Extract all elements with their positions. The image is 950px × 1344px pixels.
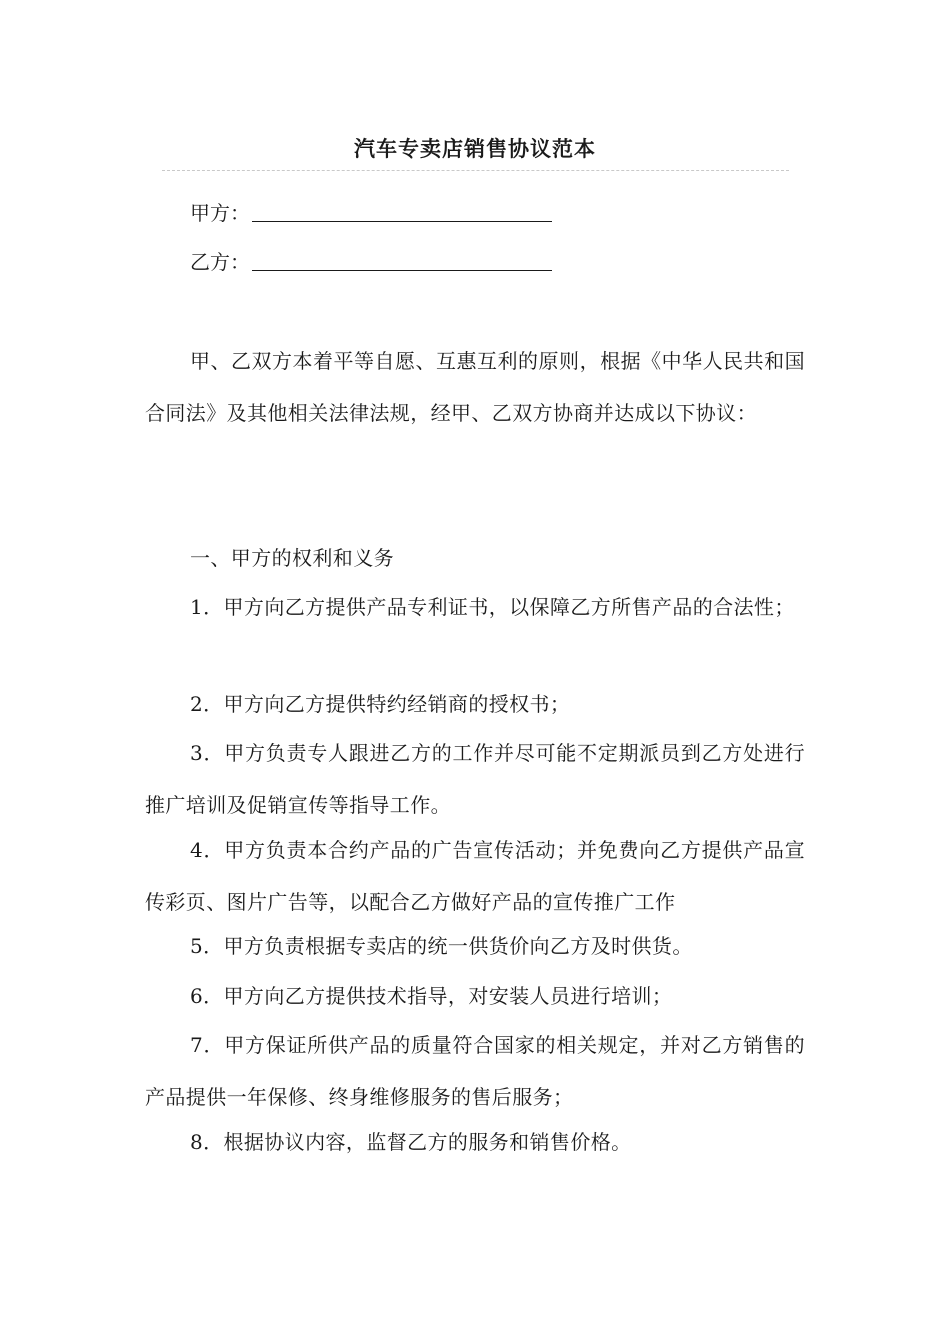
title-divider bbox=[162, 170, 789, 171]
clause-item: 2．甲方向乙方提供特约经销商的授权书； bbox=[190, 692, 571, 716]
section-heading: 一、甲方的权利和义务 bbox=[190, 546, 394, 570]
preamble-paragraph: 甲、乙双方本着平等自愿、互惠互利的原则，根据《中华人民共和国合同法》及其他相关法律法规，经甲、乙双方协商并达成以下协议： bbox=[145, 349, 805, 425]
clause-item: 5．甲方负责根据专卖店的统一供货价向乙方及时供货。 bbox=[190, 934, 693, 958]
party-a-blank bbox=[252, 199, 552, 222]
clause-item: 8．根据协议内容，监督乙方的服务和销售价格。 bbox=[190, 1130, 632, 1154]
party-b-line bbox=[190, 247, 552, 277]
clause-item: 4．甲方负责本合约产品的广告宣传活动；并免费向乙方提供产品宣传彩页、图片广告等，以配合乙方做好产品的宣传推广工作 bbox=[145, 838, 805, 914]
clause-item: 6．甲方向乙方提供技术指导，对安装人员进行培训； bbox=[190, 984, 673, 1008]
clause-item: 3．甲方负责专人跟进乙方的工作并尽可能不定期派员到乙方处进行推广培训及促销宣传等指导工作。 bbox=[145, 741, 805, 817]
party-b-blank bbox=[252, 248, 552, 271]
party-a-line bbox=[190, 198, 552, 228]
document-title: 汽车专卖店销售协议范本 bbox=[354, 136, 596, 161]
party-a-label: 甲方： bbox=[190, 201, 250, 225]
clause-item: 1．甲方向乙方提供产品专利证书，以保障乙方所售产品的合法性； bbox=[190, 595, 795, 619]
party-b-label: 乙方： bbox=[190, 250, 250, 274]
clause-item: 7．甲方保证所供产品的质量符合国家的相关规定，并对乙方销售的产品提供一年保修、终身维修服务的售后服务； bbox=[145, 1033, 805, 1109]
